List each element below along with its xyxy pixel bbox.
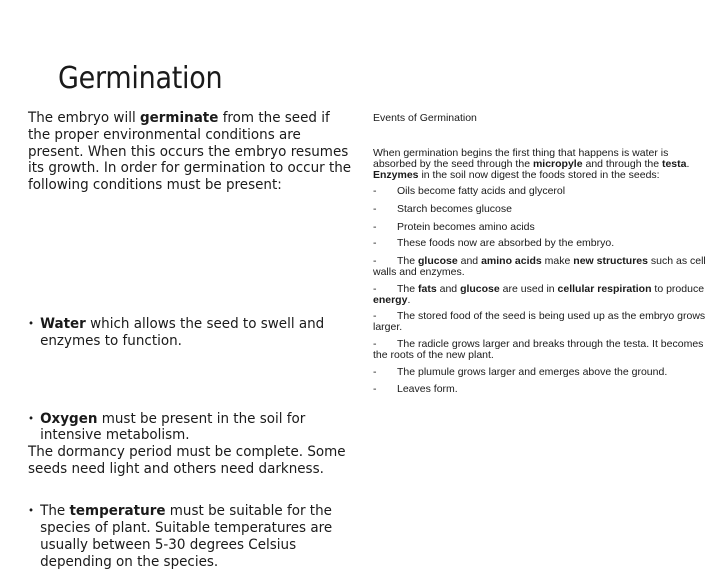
dormancy-paragraph: The dormancy period must be complete. Some seeds need light and others need darkness. <box>28 444 346 477</box>
list-item: - These foods now are absorbed by the embryo. <box>373 237 615 249</box>
list-item: - Leaves form. <box>373 383 458 395</box>
bullet-icon: • <box>28 504 35 518</box>
left-column <box>28 110 358 570</box>
list-item-water: • Water which allows the seed to swell and enzymes to function. <box>28 315 325 349</box>
radicle-paragraph: - The radicle grows larger and breaks through the testa. It becomes the roots of the new plant. <box>373 338 704 362</box>
stored-food-paragraph: - The stored food of the seed is being used up as the embryo grows larger. <box>373 310 706 334</box>
water-absorption-paragraph: When germination begins the first thing that happens is water is absorbed by the seed through the micropyle and through the testa. Enzymes in the soil now digest the foods stored in the seeds: <box>373 147 690 182</box>
bullet-icon: • <box>28 316 35 330</box>
slide-title: Germination <box>58 61 223 96</box>
list-item-oxygen: • Oxygen must be present in the soil for intensive metabolism. <box>28 410 306 444</box>
list-item: - The plumule grows larger and emerges above the ground. <box>373 366 668 378</box>
bullet-icon: • <box>28 411 35 425</box>
list-item: - Protein becomes amino acids <box>373 221 535 233</box>
fats-paragraph: - The fats and glucose are used in cellular respiration to produce energy. <box>373 283 705 307</box>
list-item: - Oils become fatty acids and glycerol <box>373 185 566 197</box>
glucose-paragraph: - The glucose and amino acids make new structures such as cell walls and enzymes. <box>373 255 706 279</box>
list-item-temperature: • The temperature must be suitable for the species of plant. Suitable temperatures are usually between 5-30 degrees Celsius depending on the species. <box>28 503 333 570</box>
list-item: - Starch becomes glucose <box>373 203 512 215</box>
intro-paragraph: The embryo will germinate from the seed if the proper environmental conditions are present. When this occurs the embryo resumes its growth. In order for germination to occur the following conditions must be present: <box>28 110 352 194</box>
events-heading: Events of Germination <box>373 112 477 124</box>
